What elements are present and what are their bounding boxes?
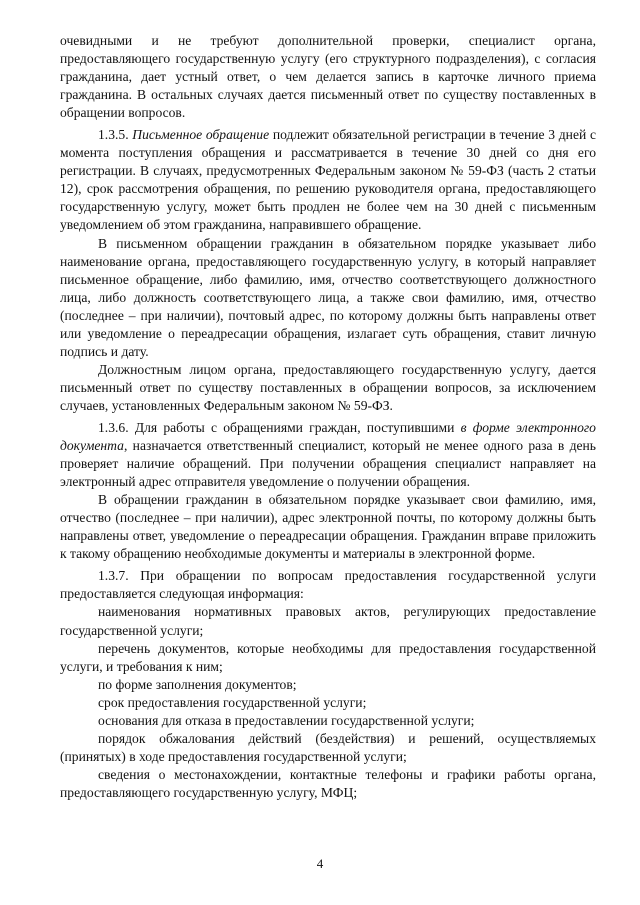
- paragraph-1: очевидными и не требуют дополнительной проверки, специалист органа, предоставляющего государственную услугу (его структурного подразделения), с согласия гражданина, дает устный ответ, о чем делается запись в карточке личного приема гражданина. В остальных случаях дается письменный ответ по существу поставленных в обращении вопросов.: [60, 33, 596, 121]
- list-item: по форме заполнения документов;: [98, 676, 297, 692]
- paragraph-1-3-5: 1.3.5. Письменное обращение подлежит обязательной регистрации в течение 3 дней с момента поступления обращения и рассматривается в течение 30 дней со дня его регистрации. В случаях, предусмотренных Федеральным законом № 59-ФЗ (часть 2 статьи 12), срок рассмотрения обращения, по решению руководителя органа, предоставляющего государственную услугу, может быть продлен не более чем на 30 дней с письменным уведомлением об этом гражданина, направившего обращение.: [60, 127, 596, 233]
- italic-term: в форме электронного документа: [60, 419, 596, 454]
- paragraph-1-3-7: 1.3.7. При обращении по вопросам предоставления государственной услуги предоставляется следующая информация:: [60, 568, 596, 602]
- paragraph-3: В письменном обращении гражданин в обязательном порядке указывает либо наименование органа, предоставляющего государственную услугу, в который направляет письменное обращение, либо фамилию, имя, отчество соответствующего должностного лица, либо должность соответствующего лица, а также свои фамилию, имя, отчество (последнее – при наличии), почтовый адрес, по которому должны быть направлены ответ или уведомление о переадресации обращения, излагает суть обращения, ставит личную подпись и дату.: [60, 235, 596, 359]
- paragraph-1-3-6: 1.3.6. Для работы с обращениями граждан, поступившими в форме электронного документа, назначается ответственный специалист, который не менее одного раза в день проверяет наличие обращений. При получении обращения специалист направляет на электронный адрес отправителя уведомление о получении обращения.: [60, 419, 596, 490]
- list-item: наименования нормативных правовых актов, регулирующих предоставление государственной услуги;: [60, 604, 596, 638]
- paragraph-6: В обращении гражданин в обязательном порядке указывает свои фамилию, имя, отчество (последнее – при наличии), адрес электронной почты, по которому должны быть направлены ответ, уведомление о переадресации обращения. Гражданин вправе приложить к такому обращению необходимые документы и материалы в электронной форме.: [60, 492, 596, 562]
- document-body: [60, 32, 596, 802]
- list-item: основания для отказа в предоставлении государственной услуги;: [98, 712, 475, 728]
- paragraph-4: Должностным лицом органа, предоставляющего государственную услугу, дается письменный ответ по существу поставленных в обращении вопросов, за исключением случаев, установленных Федеральным законом № 59-ФЗ.: [60, 361, 596, 413]
- italic-term: Письменное обращение: [132, 127, 270, 143]
- list-item: порядок обжалования действий (бездействия) и решений, осуществляемых (принятых) в ходе предоставления государственной услуги;: [60, 730, 596, 764]
- list-item: срок предоставления государственной услуги;: [98, 694, 367, 710]
- list-item: сведения о местонахождении, контактные телефоны и графики работы органа, предоставляющего государственную услугу, МФЦ;: [60, 766, 596, 800]
- list-item: перечень документов, которые необходимы для предоставления государственной услуги, и требования к ним;: [60, 640, 596, 674]
- page-number: 4: [316, 856, 324, 871]
